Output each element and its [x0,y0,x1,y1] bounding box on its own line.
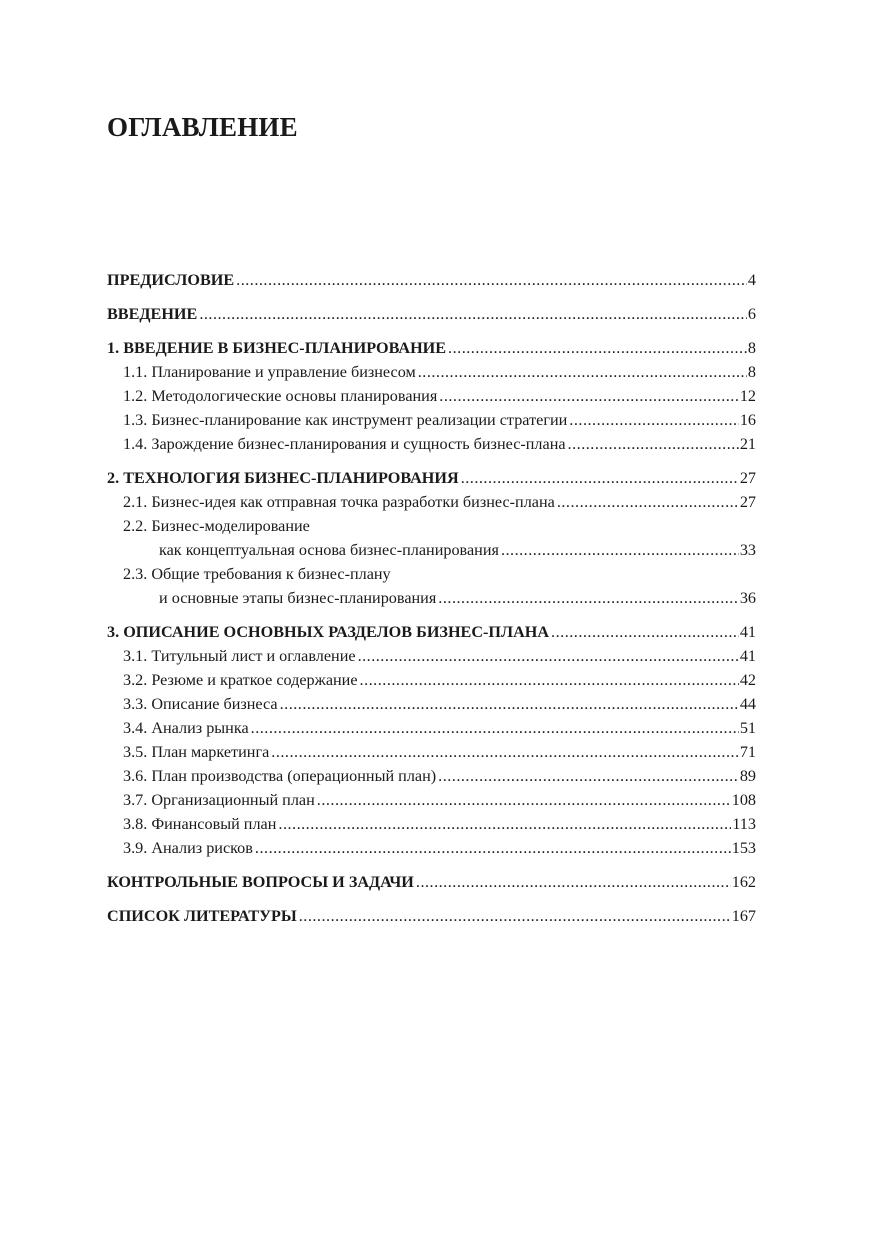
toc-page-number: 108 [731,791,756,809]
toc-entry-label: 3.2. Резюме и краткое содержание [123,671,358,689]
toc-entry-label-continued: как концептуальная основа бизнес-планирования [159,541,499,559]
dot-leader [416,870,731,894]
toc-entry-1-1[interactable] [107,360,756,384]
toc-entry-intro[interactable] [107,302,756,326]
toc-entry-label: 3.7. Организационный план [123,791,315,809]
toc-page-number: 153 [731,839,756,857]
toc-page-number: 113 [732,815,756,833]
dot-leader [418,360,747,384]
toc-page-number: 8 [747,339,756,357]
toc-entry-3-2[interactable] [107,668,756,692]
dot-leader [448,336,747,360]
toc-entry-literature[interactable] [107,904,756,928]
toc-entry-label: ВВЕДЕНИЕ [107,305,198,323]
toc-entry-2-2-line-2[interactable] [107,538,756,562]
dot-leader [251,716,739,740]
toc-entry-3-8[interactable] [107,812,756,836]
toc-page-number: 27 [739,493,756,511]
toc-page-number: 21 [739,435,756,453]
dot-leader [299,904,731,928]
toc-page-number: 162 [731,873,756,891]
toc-entry-3-3[interactable] [107,692,756,716]
dot-leader [317,788,731,812]
toc-page-number: 36 [739,589,756,607]
toc-entry-label: 2. ТЕХНОЛОГИЯ БИЗНЕС-ПЛАНИРОВАНИЯ [107,469,459,487]
dot-leader [438,764,739,788]
toc-page-number: 4 [747,271,756,289]
dot-leader [439,384,739,408]
toc-entry-label: 3.5. План маркетинга [123,743,270,761]
toc-page-number: 8 [747,363,756,381]
dot-leader [569,408,739,432]
toc-entry-3-1[interactable] [107,644,756,668]
dot-leader [501,538,739,562]
toc-entry-label: 3.4. Анализ рынка [123,719,249,737]
toc-page-number: 16 [739,411,756,429]
toc-entry-label: 1. ВВЕДЕНИЕ В БИЗНЕС-ПЛАНИРОВАНИЕ [107,339,447,357]
toc-entry-label: 3.9. Анализ рисков [123,839,253,857]
toc-entry-1-2[interactable] [107,384,756,408]
toc-page-number: 42 [739,671,756,689]
toc-entry-label: 1.4. Зарождение бизнес-планирования и сущность бизнес-плана [123,435,566,453]
toc-entry-label-continued: и основные этапы бизнес-планирования [159,589,437,607]
toc-entry-3-9[interactable] [107,836,756,860]
toc-entry-3-6[interactable] [107,764,756,788]
dot-leader [551,620,739,644]
toc-entry-2-3-line-1[interactable] [107,562,756,586]
toc-entry-chapter-3[interactable] [107,620,756,644]
dot-leader [438,586,739,610]
toc-entry-2-1[interactable] [107,490,756,514]
table-of-contents [107,268,756,928]
toc-page-number: 33 [739,541,756,559]
toc-entry-chapter-2[interactable] [107,466,756,490]
toc-entry-2-2-line-1[interactable] [107,514,756,538]
dot-leader [358,644,739,668]
toc-page-number: 6 [747,305,756,323]
dot-leader [278,812,731,836]
toc-entry-label: 1.1. Планирование и управление бизнесом [123,363,416,381]
toc-entry-label: 2.3. Общие требования к бизнес-плану [123,565,391,583]
toc-entry-label: 3. ОПИСАНИЕ ОСНОВНЫХ РАЗДЕЛОВ БИЗНЕС-ПЛАНА [107,623,550,641]
toc-entry-label: КОНТРОЛЬНЫЕ ВОПРОСЫ И ЗАДАЧИ [107,873,414,891]
toc-page-number: 41 [739,623,756,641]
dot-leader [236,268,747,292]
toc-page-number: 89 [739,767,756,785]
dot-leader [280,692,739,716]
dot-leader [461,466,739,490]
toc-page-number: 27 [739,469,756,487]
toc-entry-3-7[interactable] [107,788,756,812]
toc-entry-label: 3.3. Описание бизнеса [123,695,278,713]
toc-entry-1-3[interactable] [107,408,756,432]
toc-page-number: 12 [739,387,756,405]
dot-leader [255,836,731,860]
toc-page-number: 41 [739,647,756,665]
dot-leader [568,432,739,456]
toc-page-number: 44 [739,695,756,713]
toc-entry-3-4[interactable] [107,716,756,740]
toc-entry-label: 3.1. Титульный лист и оглавление [123,647,356,665]
toc-entry-preface[interactable] [107,268,756,292]
toc-entry-chapter-1[interactable] [107,336,756,360]
dot-leader [199,302,747,326]
dot-leader [360,668,739,692]
toc-entry-label: 2.2. Бизнес-моделирование [123,517,310,535]
toc-entry-1-4[interactable] [107,432,756,456]
toc-entry-2-3-line-2[interactable] [107,586,756,610]
page-title: ОГЛАВЛЕНИЕ [107,112,298,142]
toc-entry-questions[interactable] [107,870,756,894]
toc-entry-label: 2.1. Бизнес-идея как отправная точка разработки бизнес-плана [123,493,555,511]
toc-entry-label: 3.6. План производства (операционный план) [123,767,437,785]
dot-leader [557,490,739,514]
toc-entry-label: 1.3. Бизнес-планирование как инструмент реализации стратегии [123,411,568,429]
toc-entry-label: ПРЕДИСЛОВИЕ [107,271,235,289]
toc-page-number: 167 [731,907,756,925]
toc-page-number: 71 [739,743,756,761]
toc-entry-3-5[interactable] [107,740,756,764]
dot-leader [271,740,739,764]
toc-entry-label: СПИСОК ЛИТЕРАТУРЫ [107,907,297,925]
toc-entry-label: 1.2. Методологические основы планирования [123,387,438,405]
toc-entry-label: 3.8. Финансовый план [123,815,277,833]
toc-page-number: 51 [739,719,756,737]
